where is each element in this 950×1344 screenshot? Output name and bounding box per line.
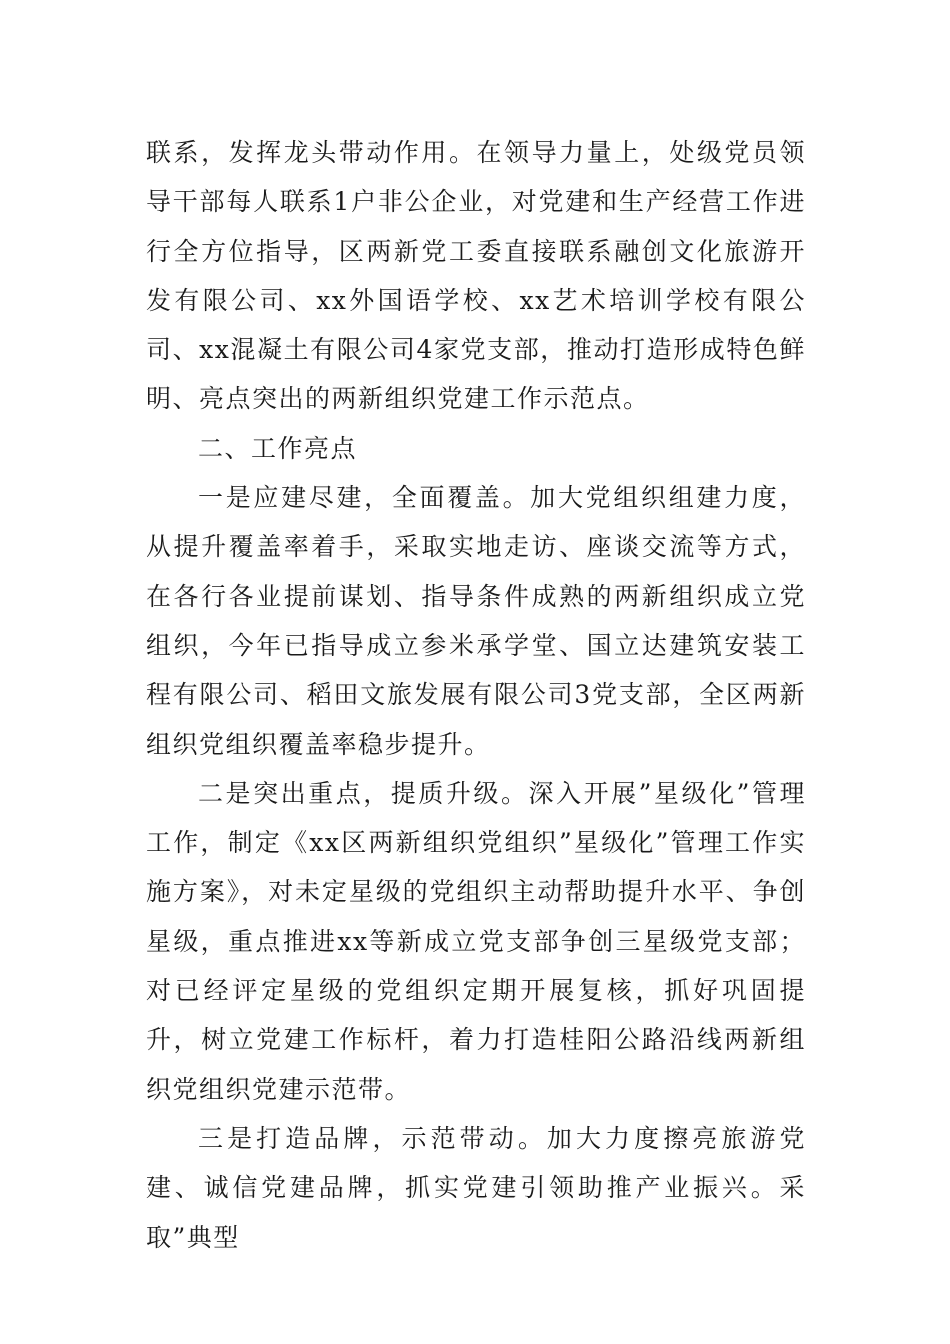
paragraph-highlight-2: 二是突出重点，提质升级。深入开展”星级化”管理工作，制定《xx区两新组织党组织”星级化”管理工作实施方案》，对未定星级的党组织主动帮助提升水平、争创星级，重点推进xx等新成立党支部争创三星级党支部；对已经评定星级的党组织定期开展复核，抓好巩固提升，树立党建工作标杆，着力打造桂阳公路沿线两新组织党组织党建示范带。 bbox=[146, 778, 806, 1104]
paragraph-highlight-1: 一是应建尽建，全面覆盖。加大党组织组建力度，从提升覆盖率着手，采取实地走访、座谈交流等方式，在各行各业提前谋划、指导条件成熟的两新组织成立党组织，今年已指导成立参米承学堂、国立达建筑安装工程有限公司、稻田文旅发展有限公司3党支部，全区两新组织党组织覆盖率稳步提升。 bbox=[146, 483, 806, 759]
paragraph-continuation: 联系，发挥龙头带动作用。在领导力量上，处级党员领导干部每人联系1户非公企业，对党建和生产经营工作进行全方位指导，区两新党工委直接联系融创文化旅游开发有限公司、xx外国语学校、xx艺术培训学校有限公司、xx混凝土有限公司4家党支部，推动打造形成特色鲜明、亮点突出的两新组织党建工作示范点。 bbox=[146, 138, 806, 414]
section-heading: 二、工作亮点 bbox=[198, 433, 358, 463]
document-body bbox=[146, 128, 806, 1262]
paragraph-highlight-3: 三是打造品牌，示范带动。加大力度擦亮旅游党建、诚信党建品牌，抓实党建引领助推产业振兴。采取”典型 bbox=[146, 1123, 806, 1252]
